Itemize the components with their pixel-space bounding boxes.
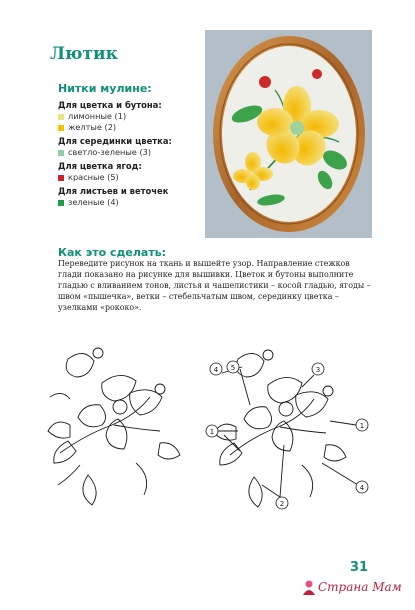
callout-label: 1 xyxy=(209,428,215,436)
legend-group-leaves xyxy=(58,186,208,208)
callout-label: 4 xyxy=(359,484,365,492)
watermark: Страна Мам xyxy=(318,580,402,594)
thread-legend xyxy=(58,97,208,208)
legend-group-title: Для листьев и веточек xyxy=(58,186,169,196)
page-number: 31 xyxy=(350,560,369,575)
legend-item xyxy=(58,111,208,122)
callout-label: 1 xyxy=(359,422,365,430)
legend-group-title: Для цветка ягод: xyxy=(58,161,142,171)
color-swatch xyxy=(58,200,64,206)
legend-item-label: красные (5) xyxy=(68,172,119,182)
callout-label: 4 xyxy=(213,366,219,374)
callout-label: 3 xyxy=(315,366,321,374)
embroidery-hoop-photo xyxy=(205,30,372,238)
legend-item-label: желтые (2) xyxy=(68,122,117,132)
legend-item-label: лимонные (1) xyxy=(68,111,127,121)
color-swatch xyxy=(58,175,64,181)
howto-heading: Как это сделать: xyxy=(58,246,167,259)
page-title: Лютик xyxy=(50,44,118,64)
callout-label: 2 xyxy=(279,500,285,508)
watermark-logo-icon xyxy=(300,578,318,596)
legend-item-label: зеленые (4) xyxy=(68,197,119,207)
hoop-illustration xyxy=(205,30,372,238)
stitch-direction-diagram xyxy=(48,348,180,505)
color-swatch xyxy=(58,114,64,120)
legend-item xyxy=(58,147,208,158)
callout-diagram xyxy=(214,350,358,507)
color-swatch xyxy=(58,150,64,156)
callout-label: 5 xyxy=(230,364,236,372)
pattern-diagrams xyxy=(40,345,385,520)
legend-item xyxy=(58,197,208,208)
legend-item xyxy=(58,122,208,133)
legend-item-label: светло-зеленые (3) xyxy=(68,147,152,157)
legend-group-berries xyxy=(58,161,208,183)
legend-item xyxy=(58,172,208,183)
legend-group-title: Для серединки цветка: xyxy=(58,136,172,146)
legend-group-title: Для цветка и бутона: xyxy=(58,100,162,110)
color-swatch xyxy=(58,125,64,131)
threads-heading: Нитки мулине: xyxy=(58,82,152,95)
legend-group-center xyxy=(58,136,208,158)
legend-group-flower xyxy=(58,100,208,133)
howto-text: Переведите рисунок на ткань и вышейте узор. Направление стежков глади показано на рисунке для вышивки. Цветок и бутоны выполните гладью с вливанием тонов, листья и чашелистики – косой гладью, ягоды – швом «пышечка», ветки – стебельчатым швом, серединку цветка – узелками «рококо». xyxy=(58,259,371,312)
callout-markers xyxy=(206,361,368,509)
